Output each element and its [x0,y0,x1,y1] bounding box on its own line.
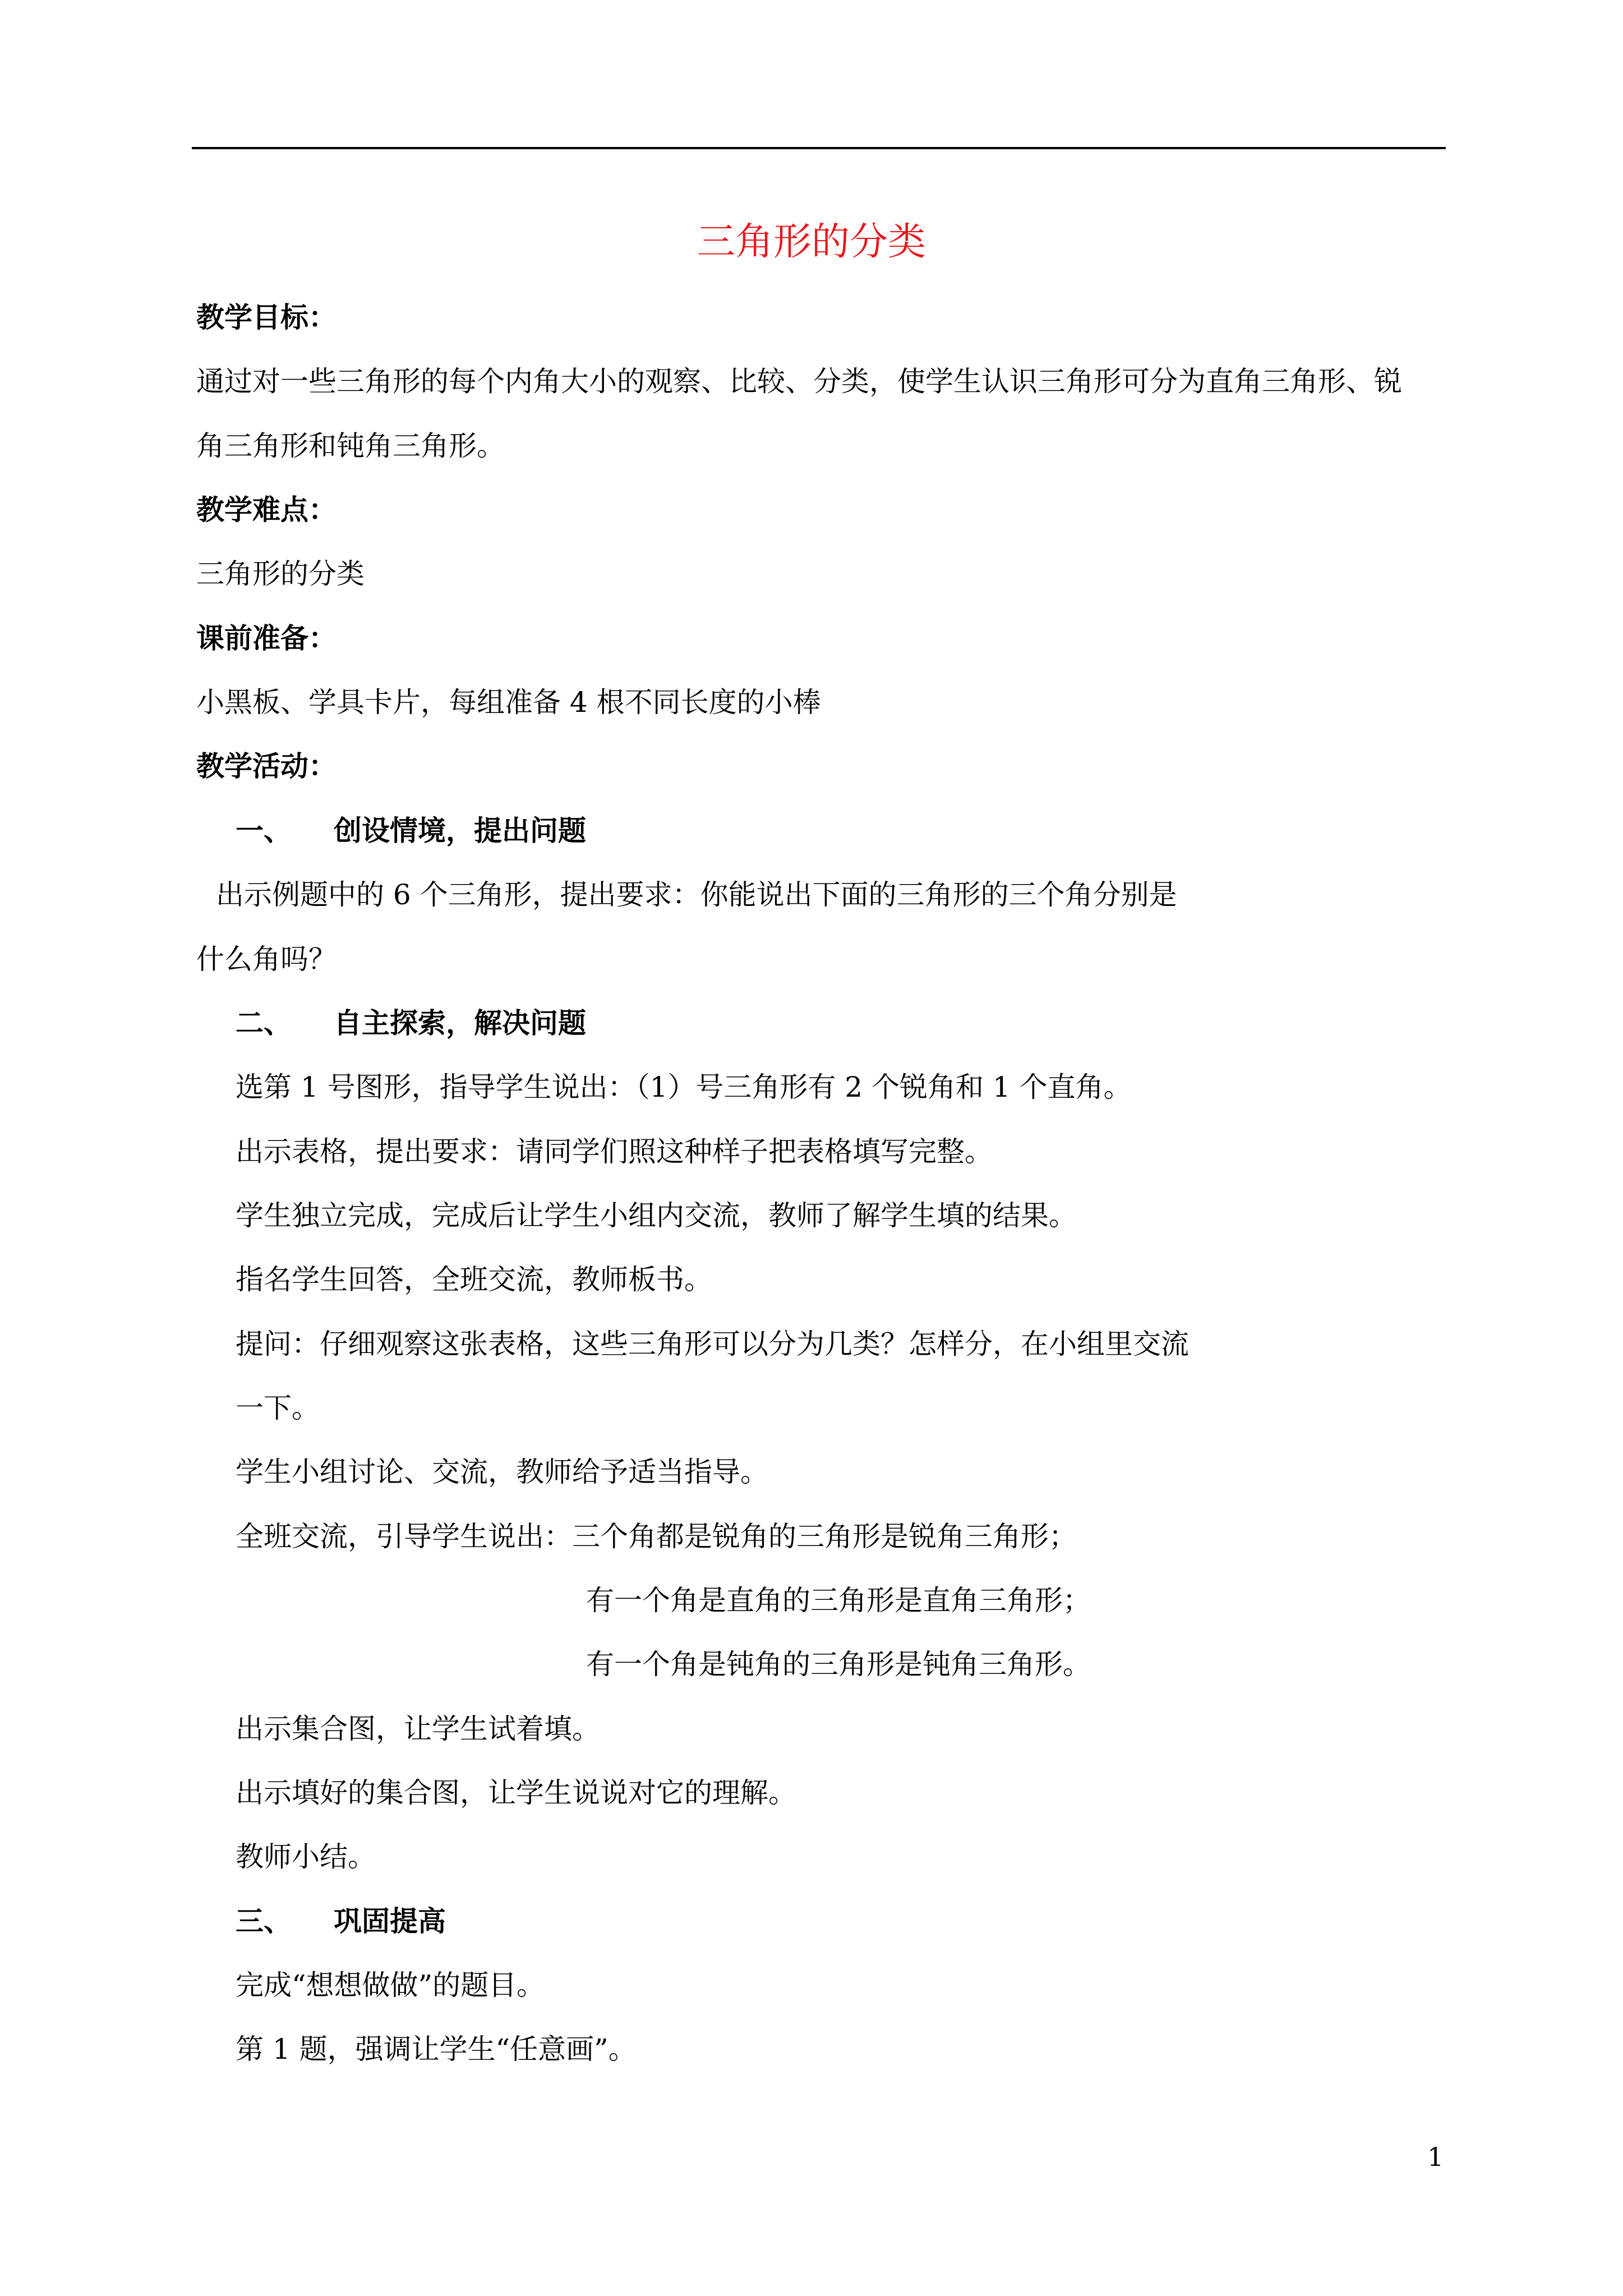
section-2-line-3: 学生独立完成，完成后让学生小组内交流，教师了解学生填的结果。 [236,1199,1077,1232]
section-2-line-11: 出示集合图，让学生试着填。 [236,1713,600,1745]
prep-text: 小黑板、学具卡片，每组准备 4 根不同长度的小棒 [196,686,821,719]
section-2-line-12: 出示填好的集合图，让学生说说对它的理解。 [236,1777,796,1809]
section-2-line-5: 提问：仔细观察这张表格，这些三角形可以分为几类？怎样分，在小组里交流 [236,1328,1189,1360]
prep-heading: 课前准备： [196,622,336,655]
section-2-line-7: 学生小组讨论、交流，教师给予适当指导。 [236,1456,768,1488]
section-1-title: 创设情境，提出问题 [334,814,586,847]
section-3-number: 三、 [236,1904,292,1938]
difficulty-heading: 教学难点： [196,493,336,526]
section-2-line-10: 有一个角是钝角的三角形是钝角三角形。 [586,1648,1091,1681]
section-3-title: 巩固提高 [334,1904,446,1938]
section-2-line-4: 指名学生回答，全班交流，教师板书。 [236,1263,712,1296]
section-3-line-2: 第 1 题，强调让学生“任意画”。 [236,2033,637,2065]
activity-heading: 教学活动： [196,749,336,783]
section-1-line-1: 出示例题中的 6 个三角形，提出要求：你能说出下面的三角形的三个角分别是 [216,878,1177,911]
section-2-line-1: 选第 1 号图形，指导学生说出：（1）号三角形有 2 个锐角和 1 个直角。 [236,1071,1132,1103]
goals-heading: 教学目标： [196,301,336,334]
section-2-line-8: 全班交流，引导学生说出：三个角都是锐角的三角形是锐角三角形； [236,1520,1077,1553]
section-1-line-2: 什么角吗？ [196,943,336,976]
section-3-line-1: 完成“想想做做”的题目。 [236,1969,545,2001]
document-title: 三角形的分类 [697,220,926,264]
header-rule [192,147,1446,149]
section-2-heading [236,1002,586,1045]
page-number: 1 [1427,2142,1444,2172]
section-2-line-6: 一下。 [236,1392,320,1424]
section-2-line-13: 教师小结。 [236,1841,376,1873]
section-1-heading [236,809,586,852]
goals-text-line-1: 通过对一些三角形的每个内角大小的观察、比较、分类，使学生认识三角形可分为直角三角形、锐 [196,365,1402,398]
section-2-number: 二、 [236,1006,292,1039]
section-1-number: 一、 [236,814,292,847]
section-3-heading [236,1900,446,1943]
section-2-line-9: 有一个角是直角的三角形是直角三角形； [586,1584,1091,1617]
section-2-title: 自主探索，解决问题 [334,1006,586,1039]
section-2-line-2: 出示表格，提出要求：请同学们照这种样子把表格填写完整。 [236,1135,993,1168]
difficulty-text: 三角形的分类 [196,558,365,590]
goals-text-line-2: 角三角形和钝角三角形。 [196,430,505,462]
